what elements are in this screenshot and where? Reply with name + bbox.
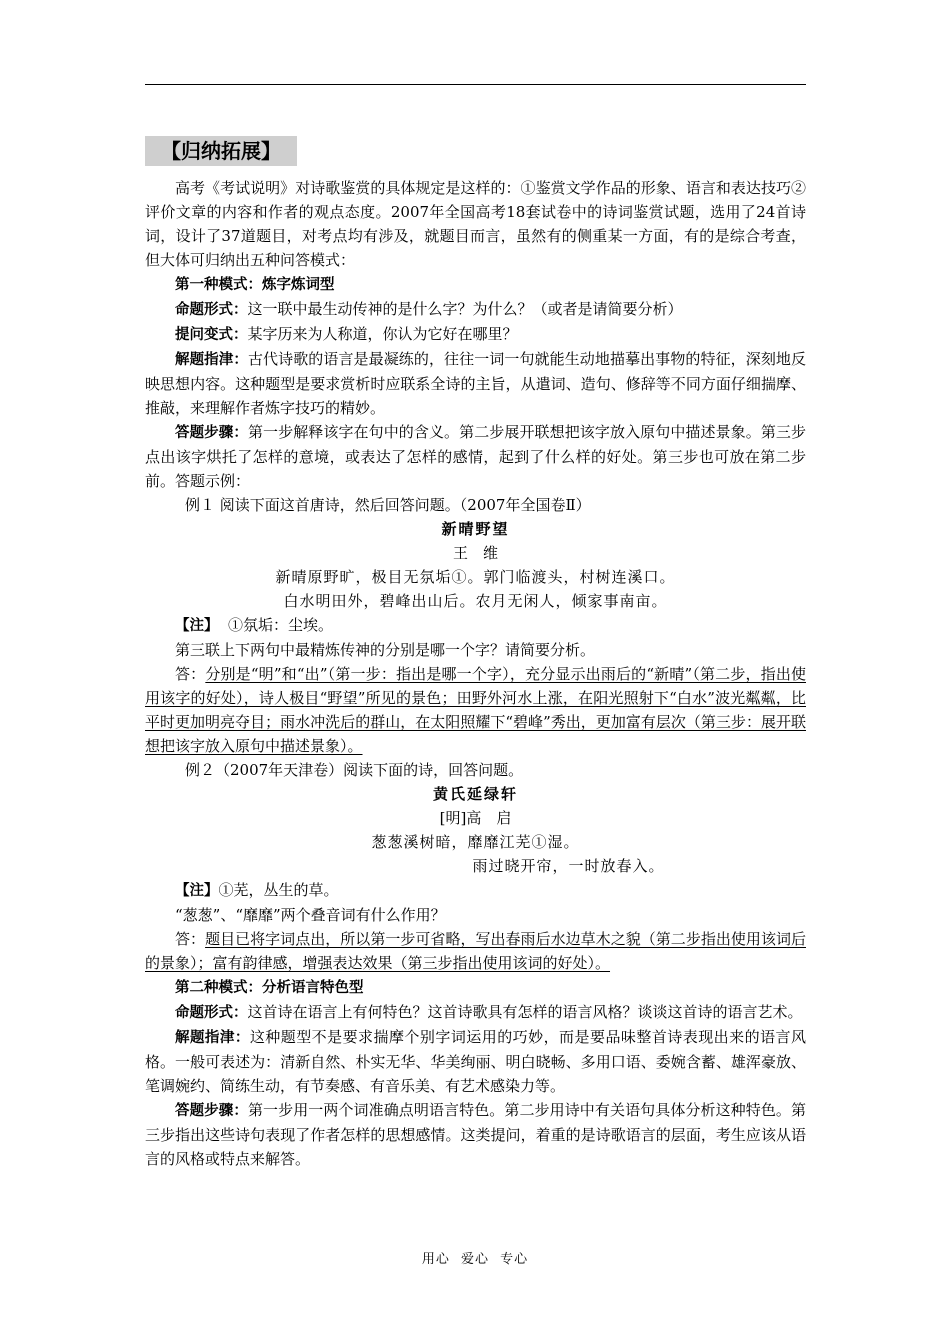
document-body (145, 176, 806, 1171)
example2-poem-line-1: 葱葱溪树暗，靡靡江芜①湿。 (371, 833, 580, 851)
example2-note: 【注】①芜，丛生的草。 (175, 881, 339, 899)
mode2-form: 命题形式：这首诗在语言上有何特色？这首诗歌具有怎样的语言风格？谈谈这首诗的语言艺术。 (175, 1003, 803, 1021)
example2-answer: 答：题目已将字词点出，所以第一步可省略，写出春雨后水边草木之貌（第二步指出使用该词后的景象）；富有韵律感，增强表达效果（第三步指出使用该词的好处）。 (145, 930, 806, 972)
example2-author: [明]高 启 (439, 809, 512, 827)
example1-answer: 答：分别是“明”和“出”（第一步：指出是哪一个字），充分显示出雨后的“新晴”（第二步，指出使用该字的好处），诗人极目“野望”所见的景色；田野外河水上涨，在阳光照射下“白水”波光粼粼，比平时更加明亮夺目；雨水冲洗后的群山，在太阳照耀下“碧峰”秀出，更加富有层次（第三步：展开联想把该字放入原句中描述景象）。 (145, 665, 806, 755)
mode1-guide: 解题指津：古代诗歌的语言是最凝练的，往往一词一句就能生动地描摹出事物的特征，深刻地反映思想内容。这种题型是要求赏析时应联系全诗的主旨，从遣词、造句、修辞等不同方面仔细揣摩、推敲，来理解作者炼字技巧的精妙。 (145, 350, 807, 417)
example1-poem-title: 新晴野望 (441, 520, 510, 538)
mode1-form: 命题形式：这一联中最生动传神的是什么字？为什么？（或者是请简要分析） (175, 300, 683, 318)
section-heading: 【归纳拓展】 (145, 136, 297, 166)
page-footer: 用心 爱心 专心 (421, 1252, 529, 1267)
intro-paragraph: 高考《考试说明》对诗歌鉴赏的具体规定是这样的：①鉴赏文学作品的形象、语言和表达技巧②评价文章的内容和作者的观点态度。2007年全国高考18套试卷中的诗词鉴赏试题，选用了24首诗词，设计了37道题目，对考点均有涉及，就题目而言，虽然有的侧重某一方面，有的是综合考查，但大体可归纳出五种问答模式： (145, 179, 806, 269)
example2-poem-line-2: 雨过晓开帘，一时放春入。 (472, 857, 665, 875)
mode1-steps: 答题步骤：第一步解释该字在句中的含义。第二步展开联想把该字放入原句中描述景象。第三步点出该字烘托了怎样的意境，或表达了怎样的感情，起到了什么样的好处。第三步也可放在第二步前。答题示例： (145, 423, 807, 490)
example1-poem-line-1: 新晴原野旷，极目无氛垢①。郭门临渡头，村树连溪口。 (275, 568, 676, 586)
example2-poem-title: 黄氏延绿轩 (432, 785, 518, 803)
example1-intro: 例１ 阅读下面这首唐诗，然后回答问题。（2007年全国卷Ⅱ） (185, 496, 591, 514)
mode1-variant: 提问变式：某字历来为人称道，你认为它好在哪里？ (175, 325, 518, 343)
header-rule (145, 84, 806, 85)
mode2-steps: 答题步骤：第一步用一两个词准确点明语言特色。第二步用诗中有关语句具体分析这种特色。第三步指出这些诗句表现了作者怎样的思想感情。这类提问，着重的是诗歌语言的层面，考生应该从语言的风格或特点来解答。 (145, 1101, 807, 1168)
mode1-title: 第一种模式：炼字炼词型 (175, 277, 335, 293)
example1-question: 第三联上下两句中最精炼传神的分别是哪一个字？请简要分析。 (175, 641, 596, 659)
example2-intro: 例２（2007年天津卷）阅读下面的诗，回答问题。 (185, 761, 524, 779)
example1-author: 王 维 (452, 544, 498, 562)
example1-poem-line-2: 白水明田外，碧峰出山后。农月无闲人，倾家事南亩。 (283, 592, 668, 610)
example2-question: “葱葱”、“靡靡”两个叠音词有什么作用？ (175, 906, 446, 924)
mode2-guide: 解题指津：这种题型不是要求揣摩个别字词运用的巧妙，而是要品味整首诗表现出来的语言风格。一般可表述为：清新自然、朴实无华、华美绚丽、明白晓畅、多用口语、委婉含蓄、雄浑豪放、笔调婉约、简练生动，有节奏感、有音乐美、有艺术感染力等。 (145, 1028, 806, 1095)
mode2-title: 第二种模式：分析语言特色型 (175, 980, 364, 996)
example1-note: 【注】 ①氛垢：尘埃。 (175, 616, 334, 634)
